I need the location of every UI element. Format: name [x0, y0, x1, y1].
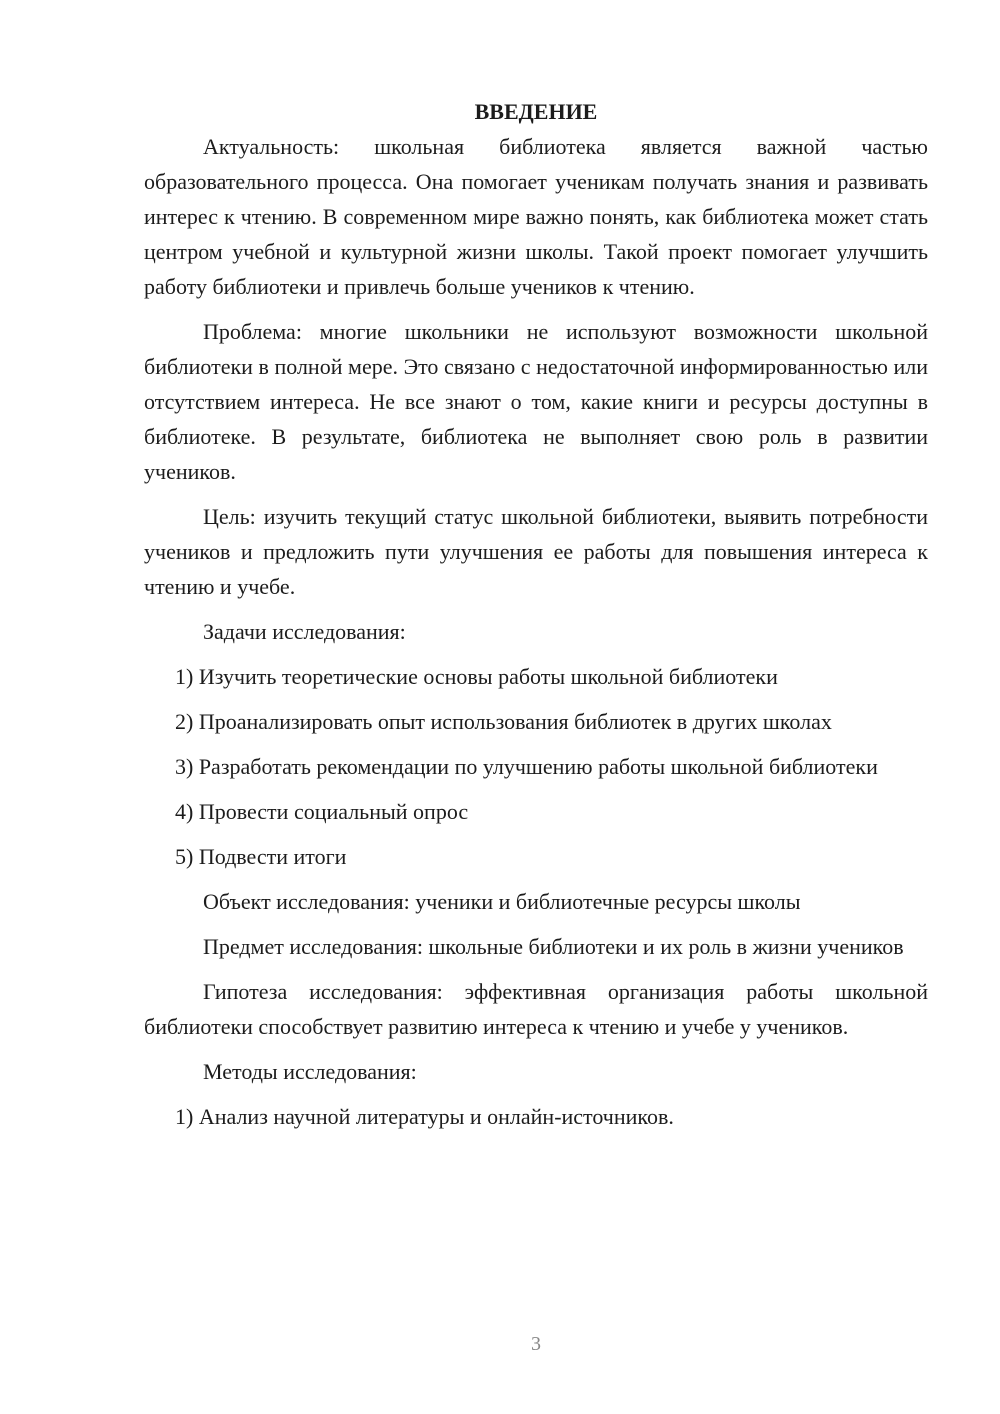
task-item-2: 2) Проанализировать опыт использования библиотек в других школах [175, 709, 832, 734]
page-content [144, 94, 928, 1134]
paragraph-hypothesis: Гипотеза исследования: эффективная организация работы школьной библиотеки способствует развитию интереса к чтению и учебе у учеников. [144, 979, 928, 1039]
paragraph-relevance: Актуальность: школьная библиотека является важной частью образовательного процесса. Она помогает ученикам получать знания и развивать интерес к чтению. В современном мире важно понять, как библиотека может стать центром учебной и культурной жизни школы. Такой проект помогает улучшить работу библиотеки и привлечь больше учеников к чтению. [144, 134, 928, 299]
tasks-title: Задачи исследования: [203, 619, 406, 644]
paragraph-goal: Цель: изучить текущий статус школьной библиотеки, выявить потребности учеников и предложить пути улучшения ее работы для повышения интереса к чтению и учебе. [144, 504, 928, 599]
method-item-1: 1) Анализ научной литературы и онлайн-источников. [175, 1104, 674, 1129]
task-item-4: 4) Провести социальный опрос [175, 799, 469, 824]
paragraph-object: Объект исследования: ученики и библиотечные ресурсы школы [203, 889, 801, 914]
methods-title: Методы исследования: [203, 1059, 417, 1084]
page-number: 3 [531, 1333, 541, 1355]
task-item-3: 3) Разработать рекомендации по улучшению работы школьной библиотеки [175, 754, 878, 779]
paragraph-problem: Проблема: многие школьники не используют возможности школьной библиотеки в полной мере. Это связано с недостаточной информированностью или отсутствием интереса. Не все знают о том, какие книги и ресурсы доступны в библиотеке. В результате, библиотека не выполняет свою роль в развитии учеников. [144, 319, 928, 484]
paragraph-subject: Предмет исследования: школьные библиотеки и их роль в жизни учеников [203, 934, 904, 959]
section-heading: ВВЕДЕНИЕ [474, 99, 598, 124]
task-item-1: 1) Изучить теоретические основы работы школьной библиотеки [175, 664, 778, 689]
task-item-5: 5) Подвести итоги [175, 844, 347, 869]
